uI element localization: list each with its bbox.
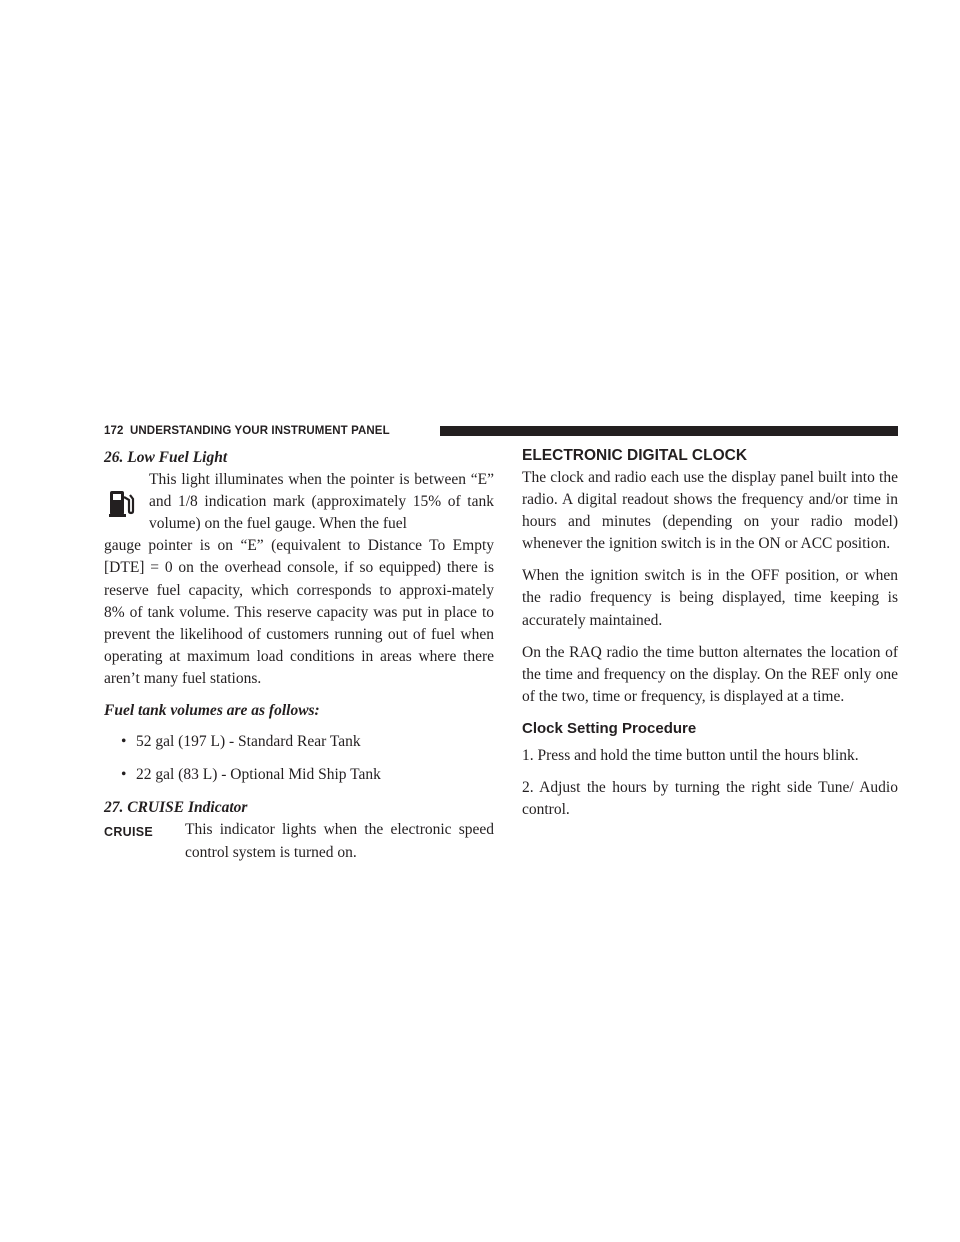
clock-setting-heading: Clock Setting Procedure — [522, 719, 697, 737]
bullet: • — [121, 766, 127, 784]
fuel-tank-list — [104, 731, 494, 786]
fuel-pump-icon — [109, 489, 135, 517]
cruise-indicator-icon: CRUISE — [104, 825, 154, 840]
clock-paragraph-1: The clock and radio each use the display panel built into the radio. A digital readout shows the frequency and/or time in hours and minutes (depending on your radio model) whenever the ignition switch is in the ON or ACC position. — [522, 469, 898, 553]
step-2: 2. Adjust the hours by turning the right side Tune/ Audio control. — [522, 779, 898, 819]
section-title: UNDERSTANDING YOUR INSTRUMENT PANEL — [130, 425, 390, 437]
header-rule — [440, 426, 898, 436]
item-27-text: This indicator lights when the electronic speed control system is turned on. — [185, 821, 494, 861]
right-column — [522, 445, 898, 821]
clock-paragraph-3: On the RAQ radio the time button alternates the location of the time and frequency on the display. On the REF only one of the two, time or frequency, is displayed at a time. — [522, 643, 898, 705]
item-27-body — [104, 819, 494, 863]
fuel-tank-heading: Fuel tank volumes are as follows: — [104, 702, 320, 720]
bullet: • — [121, 733, 127, 751]
item-27-title: 27. CRUISE Indicator — [104, 799, 248, 817]
item-26-title: 26. Low Fuel Light — [104, 449, 228, 466]
step-1: 1. Press and hold the time button until the hours blink. — [522, 746, 859, 764]
list-item: • 22 gal (83 L) - Optional Mid Ship Tank — [104, 764, 494, 786]
item-26-text-full: gauge pointer is on “E” (equivalent to Distance To Empty [DTE] = 0 on the overhead console, if so equipped) there is reserve fuel capacity, which corresponds to approxi-mately 8% of tank volume. This reserve capacity was put in place to prevent the likelihood of customers running out of fuel when operating at maximum load conditions in areas where there aren’t many fuel stations. — [104, 537, 494, 687]
left-column — [104, 447, 494, 864]
list-item: • 52 gal (197 L) - Standard Rear Tank — [104, 731, 494, 753]
page-header — [104, 424, 898, 438]
item-26-body — [104, 469, 494, 535]
clock-paragraph-2: When the ignition switch is in the OFF position, or when the radio frequency is being displayed, time keeping is accurately maintained. — [522, 567, 898, 629]
item-26-text-indented: This light illuminates when the pointer is between “E” and 1/8 indication mark (approximately 15% of tank volume) on the fuel gauge. When the fuel — [149, 471, 494, 533]
clock-heading: ELECTRONIC DIGITAL CLOCK — [522, 447, 748, 464]
page-number: 172 — [104, 425, 124, 437]
